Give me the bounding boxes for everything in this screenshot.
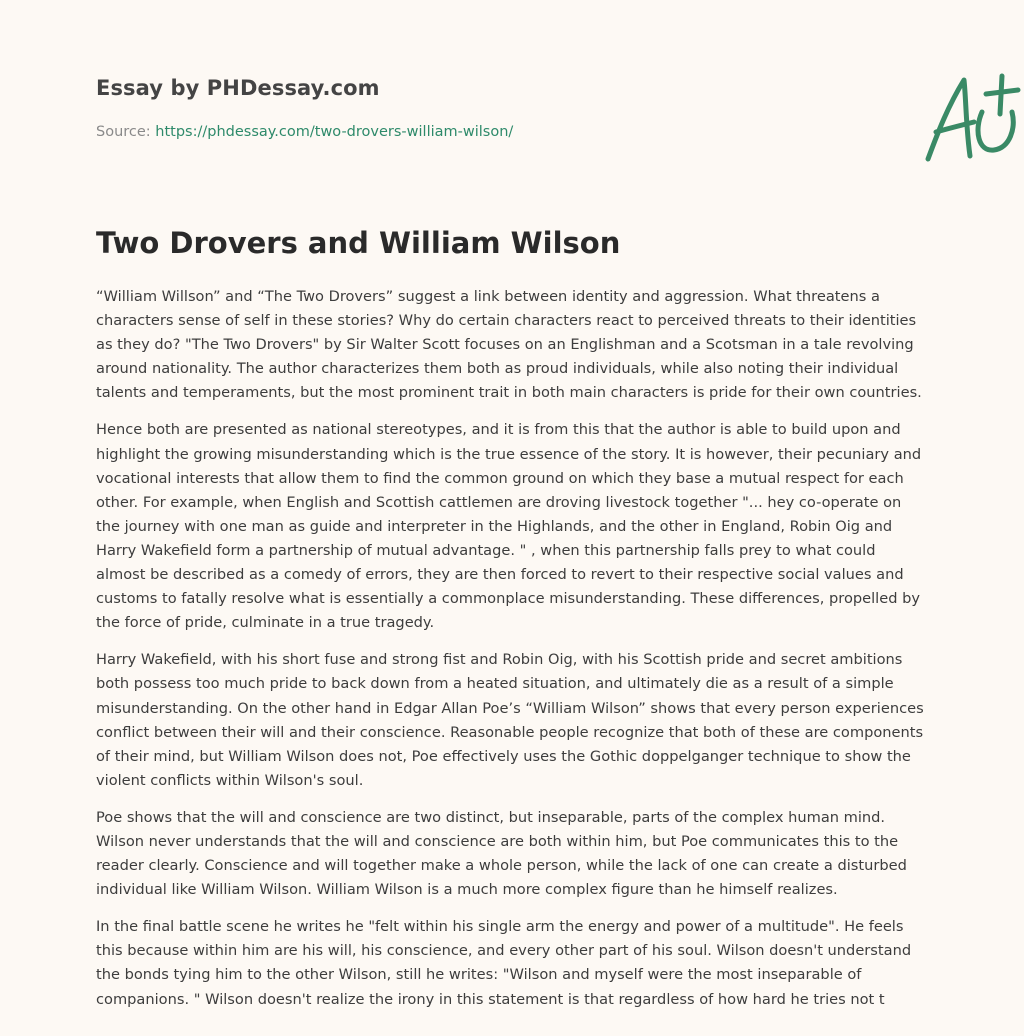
a-plus-logo-icon [916, 70, 1024, 165]
essay-paragraph: Poe shows that the will and conscience are two distinct, but inseparable, parts of the complex human mind. Wilson never understands that the will and conscience are both within him, but Poe communicates this to the reader clearly. Conscience and will together make a whole person, while the lack of one can create a disturbed individual like William Wilson. William Wilson is a much more complex figure than he himself realizes. [96, 808, 907, 899]
source-line [96, 124, 513, 140]
essay-paragraph: In the final battle scene he writes he "felt within his single arm the energy and power of a multitude". He feels this because within him are his will, his conscience, and every other part of his soul. Wilson doesn't understand the bonds tying him to the other Wilson, still he writes: "Wilson and myself were the most inseparable of companions. " Wilson doesn't realize the irony in this statement is that regardless of how hard he tries not t [96, 918, 912, 1008]
essay-paragraph: Harry Wakefield, with his short fuse and strong fist and Robin Oig, with his Scottish pride and secret ambitions both possess too much pride to back down from a heated situation, and ultimately die as a result of a simple misunderstanding. On the other hand in Edgar Allan Poe’s “William Wilson” shows that every person experiences conflict between their will and their conscience. Reasonable people recognize that both of these are components of their mind, but William Wilson does not, Poe effectively uses the Gothic doppelganger technique to show the violent conflicts within Wilson's soul. [96, 651, 924, 789]
essay-paragraph: “William Willson” and “The Two Drovers” suggest a link between identity and aggression. What threatens a characters sense of self in these stories? Why do certain characters react to perceived threats to their identities as they do? "The Two Drovers" by Sir Walter Scott focuses on an Englishman and a Scotsman in a tale revolving around nationality. The author characterizes them both as proud individuals, while also noting their individual talents and temperaments, but the most prominent trait in both main characters is pride for their own countries. [96, 288, 922, 402]
source-link[interactable]: https://phdessay.com/two-drovers-william-wilson/ [155, 124, 514, 140]
essay-paragraph: Hence both are presented as national stereotypes, and it is from this that the author is able to build upon and highlight the growing misunderstanding which is the true essence of the story. It is however, their pecuniary and vocational interests that allow them to find the common ground on which they base a mutual respect for each other. For example, when English and Scottish cattlemen are droving livestock together "... hey co-operate on the journey with one man as guide and interpreter in the Highlands, and the other in England, Robin Oig and Harry Wakefield form a partnership of mutual advantage. " , when this partnership falls prey to what could almost be described as a comedy of errors, they are then forced to revert to their respective social values and customs to fatally resolve what is essentially a commonplace misunderstanding. These differences, propelled by the force of pride, culminate in a true tragedy. [96, 421, 922, 632]
essay-title: Two Drovers and William Wilson [96, 226, 621, 260]
source-label: Source: [96, 124, 156, 140]
site-brand: Essay by PHDessay.com [96, 76, 380, 100]
essay-body [96, 285, 928, 1025]
